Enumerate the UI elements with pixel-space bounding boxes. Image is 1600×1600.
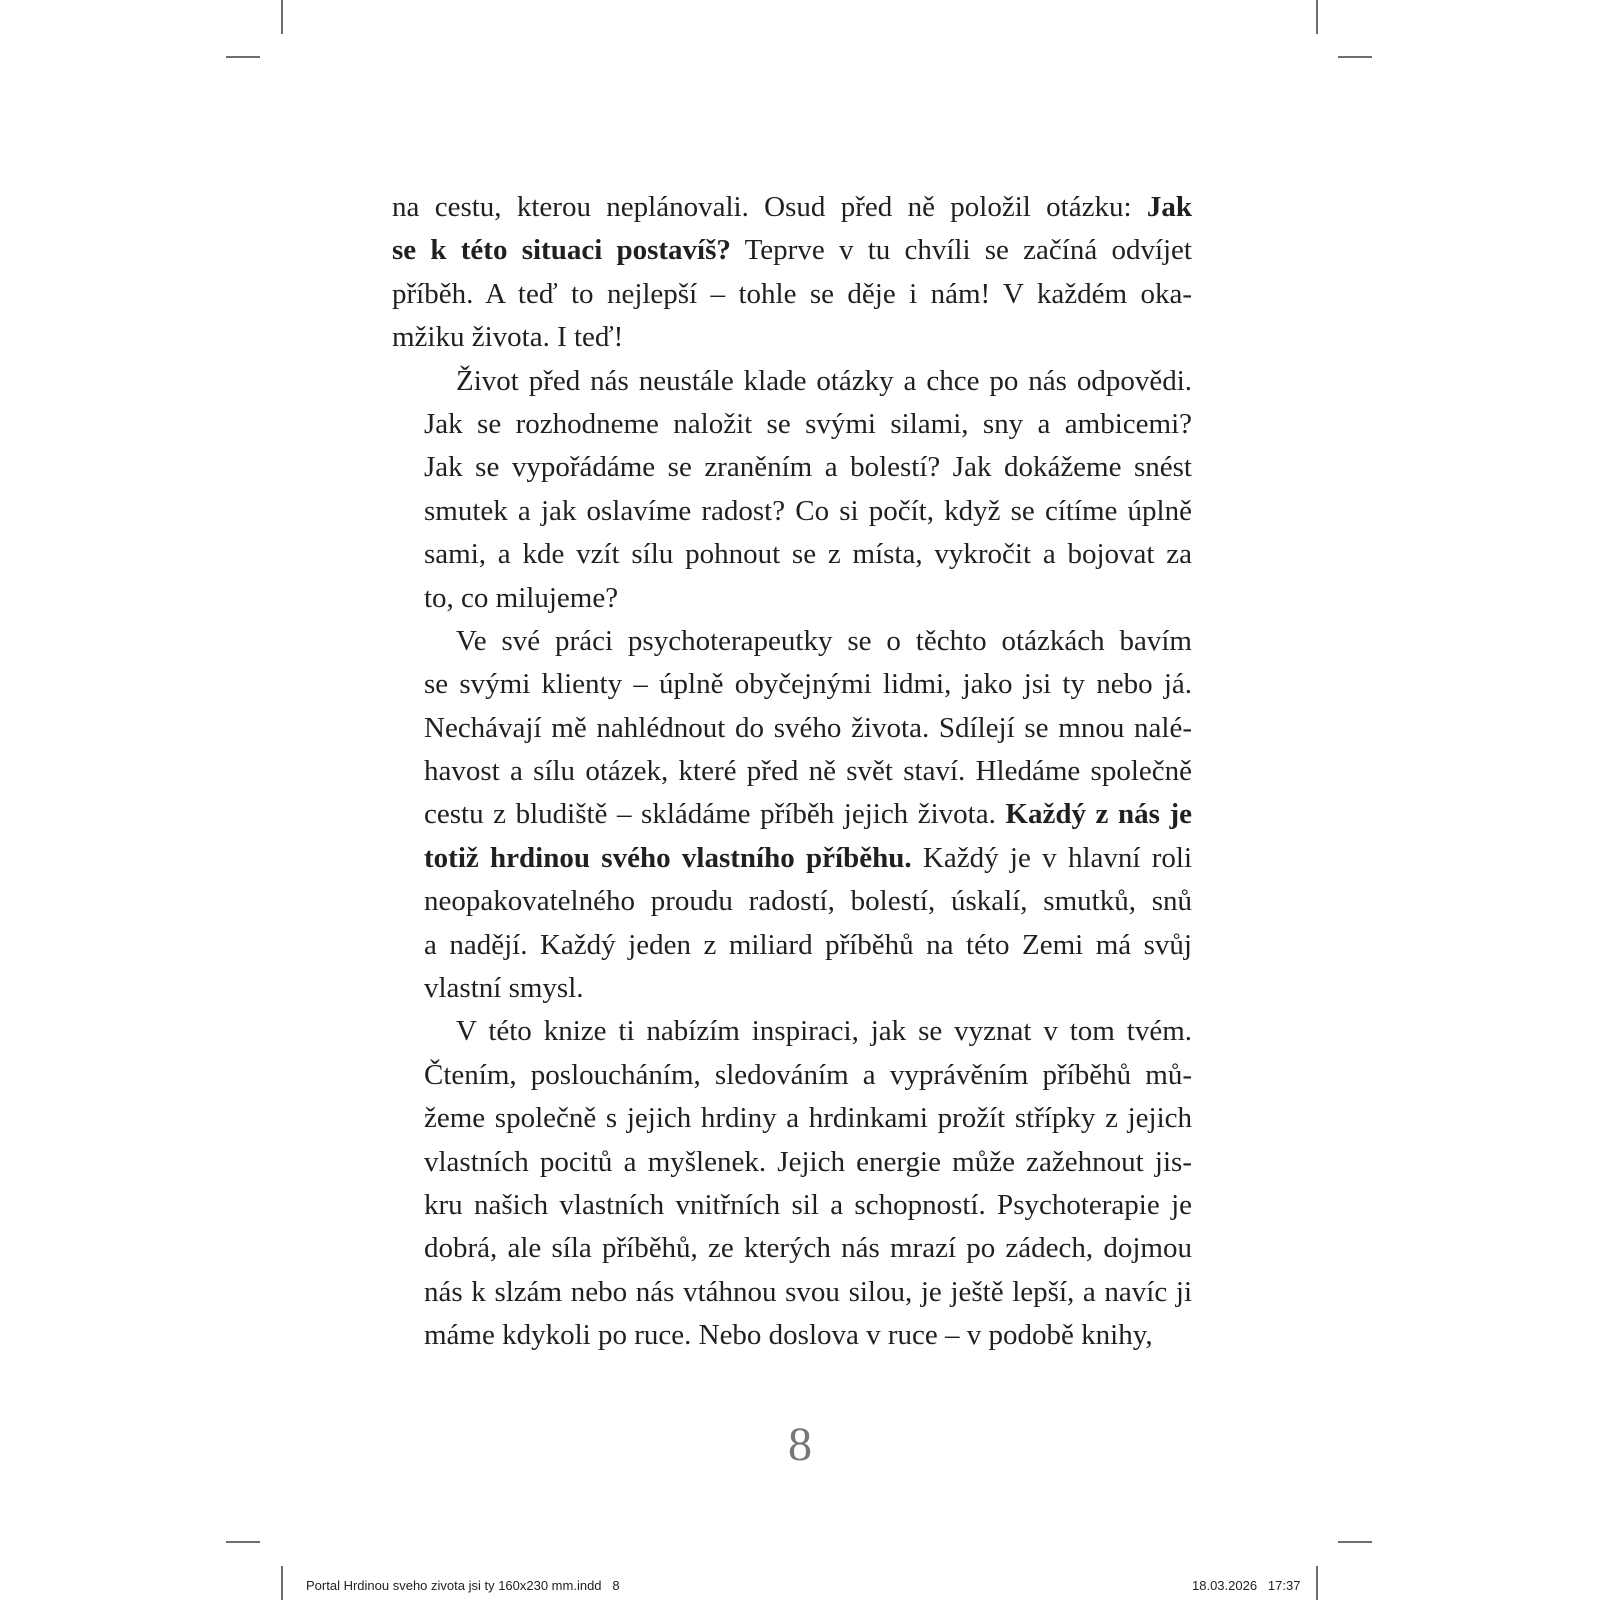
text-run: na cestu, kterou neplánovali. Osud před ně položil otázku: [392, 191, 1147, 223]
text-line [392, 1184, 1192, 1227]
text-line [392, 750, 1192, 793]
bold-text: Jak [1146, 191, 1192, 223]
slug-timestamp [1192, 1578, 1300, 1593]
text-line [392, 273, 1192, 316]
text-line [392, 229, 1192, 272]
text-run: Čtením, posloucháním, sledováním a vyprávěním příběhů mů- [424, 1058, 1192, 1091]
crop-mark-bottom-right-vertical [1316, 1566, 1318, 1600]
text-run: havost a sílu otázek, které před ně svět staví. Hledáme společně [424, 755, 1192, 788]
crop-mark-bottom-left-vertical [281, 1566, 283, 1600]
text-line [392, 1141, 1192, 1184]
text-line [392, 1010, 1192, 1053]
text-run: dobrá, ale síla příběhů, ze kterých nás mrazí po zádech, dojmou [424, 1232, 1192, 1265]
text-run: to, co milujeme? [424, 581, 619, 614]
slug-file-name: Portal Hrdinou sveho zivota jsi ty 160x230 mm.indd [306, 1578, 602, 1593]
text-run: Jak se rozhodneme naložit se svými silami, sny a ambicemi? [424, 407, 1192, 440]
text-line [392, 663, 1192, 706]
text-run: cestu z bludiště – skládáme příběh jejich života. [424, 798, 1006, 831]
text-line [392, 707, 1192, 750]
slug-time: 17:37 [1267, 1578, 1301, 1593]
text-run: smutek a jak oslavíme radost? Co si počít, když se cítíme úplně [424, 494, 1192, 527]
text-run: příběh. A teď to nejlepší – tohle se děje i nám! V každém oka- [392, 277, 1192, 310]
text-line [392, 490, 1192, 533]
crop-mark-top-right-horizontal [1338, 56, 1372, 58]
text-line [392, 793, 1192, 836]
text-run: Jak se vypořádáme se zraněním a bolestí? Jak dokážeme snést [424, 451, 1192, 484]
text-run: Teprve v tu chvíli se začíná odvíjet [730, 234, 1192, 267]
text-run: Ve své práci psychoterapeutky se o těchto otázkách bavím [456, 624, 1192, 657]
text-line [392, 1314, 1192, 1357]
text-line [392, 1054, 1192, 1097]
text-line [392, 1271, 1192, 1314]
body-text [392, 186, 1192, 1358]
bold-text: totiž hrdinou svého vlastního příběhu. [424, 841, 912, 874]
text-line [392, 316, 1192, 359]
text-run: sami, a kde vzít sílu pohnout se z místa, vykročit a bojovat za [424, 538, 1192, 571]
text-run: se svými klienty – úplně obyčejnými lidmi, jako jsi ty nebo já. [424, 668, 1192, 701]
text-line [392, 880, 1192, 923]
paragraph [392, 186, 1192, 360]
text-line [392, 620, 1192, 663]
crop-mark-top-left-horizontal [226, 56, 260, 58]
text-run: V této knize ti nabízím inspiraci, jak se vyznat v tom tvém. [456, 1015, 1192, 1048]
slug-file-info [306, 1578, 620, 1593]
text-run: Každý je v hlavní roli [911, 841, 1193, 874]
text-line [392, 837, 1192, 880]
paragraph [392, 620, 1192, 1011]
text-run: Život před nás neustále klade otázky a chce po nás odpovědi. [456, 364, 1192, 397]
text-run: neopakovatelného proudu radostí, bolestí, úskalí, smutků, snů [424, 885, 1192, 918]
text-run: vlastní smysl. [424, 972, 584, 1005]
text-line [392, 403, 1192, 446]
text-line [392, 1097, 1192, 1140]
page-number: 8 [788, 1418, 812, 1471]
text-line [392, 446, 1192, 489]
text-line [392, 967, 1192, 1010]
text-line [392, 924, 1192, 967]
text-line [392, 577, 1192, 620]
paragraph [392, 360, 1192, 620]
crop-mark-bottom-right-horizontal [1338, 1541, 1372, 1543]
text-run: kru našich vlastních vnitřních sil a schopností. Psychoterapie je [424, 1188, 1192, 1221]
text-line [392, 186, 1192, 229]
text-run: mžiku života. I teď! [392, 321, 624, 354]
text-run: vlastních pocitů a myšlenek. Jejich energie může zažehnout jis- [424, 1145, 1192, 1178]
slug-date: 18.03.2026 [1192, 1578, 1258, 1593]
text-line [392, 1227, 1192, 1270]
text-run: žeme společně s jejich hrdiny a hrdinkami prožít střípky z jejich [424, 1102, 1192, 1135]
text-line [392, 360, 1192, 403]
text-run: Nechávají mě nahlédnout do svého života. Sdílejí se mnou nalé- [424, 711, 1192, 744]
slug-file-page: 8 [612, 1578, 620, 1593]
text-run: a nadějí. Každý jeden z miliard příběhů na této Zemi má svůj [424, 928, 1192, 961]
text-line [392, 533, 1192, 576]
paragraph [392, 1010, 1192, 1357]
crop-mark-top-left-vertical [281, 0, 283, 34]
text-run: máme kdykoli po ruce. Nebo doslova v ruce – v podobě knihy, [424, 1319, 1153, 1352]
bold-text: se k této situaci postavíš? [392, 234, 731, 267]
crop-mark-top-right-vertical [1316, 0, 1318, 34]
crop-mark-bottom-left-horizontal [226, 1541, 260, 1543]
bold-text: Každý z nás je [1005, 798, 1192, 831]
text-run: nás k slzám nebo nás vtáhnou svou silou, je ještě lepší, a navíc ji [424, 1275, 1192, 1308]
